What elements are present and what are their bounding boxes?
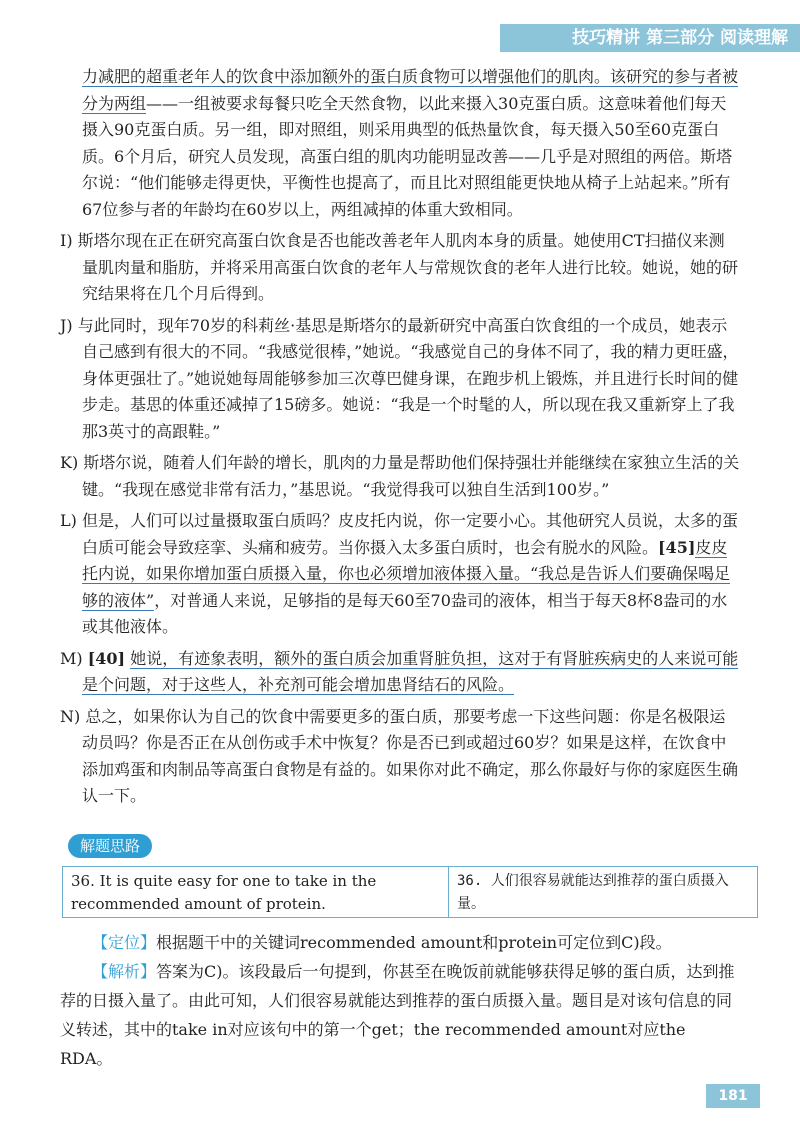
question-tag: [45] <box>658 537 696 557</box>
paragraph-h-continued <box>60 64 740 223</box>
underlined-sentence: 力减肥的超重老年人的饮食中添加额外的蛋白质食物可以增强他们的肌肉。 <box>82 67 611 86</box>
underlined-sentence: 皮皮托内说，如果你增加蛋白质摄入量，你也必须增加液体摄入量。“我总是告诉人们要确保喝足够的液体” <box>82 537 731 610</box>
paragraph-text: L) 但是，人们可以过量摄取蛋白质吗？皮皮托内说，你一定要小心。其他研究人员说，太多的蛋白质可能会导致痉挛、头痛和疲劳。当你摄入太多蛋白质时，也会有脱水的风险。 <box>60 511 738 557</box>
paragraph-l <box>60 508 740 641</box>
underlined-sentence: 该研究的参与者被分为两组 <box>82 67 739 113</box>
analysis-block <box>60 928 740 1073</box>
page-number: 181 <box>706 1084 760 1108</box>
table-cell-chinese: 36. 人们很容易就能达到推荐的蛋白质摄入量。 <box>457 873 729 912</box>
paragraph-n: N) 总之，如果你认为自己的饮食中需要更多的蛋白质，那要考虑一下这些问题：你是名极限运动员吗？你是否正在从创伤或手术中恢复？你是否已到或超过60岁？如果是这样，在饮食中添加鸡蛋和肉制品等高蛋白食物是有益的。如果你对此不确定，那么你最好与你的家庭医生确认一下。 <box>60 706 739 805</box>
underlined-sentence: 她说，有迹象表明，额外的蛋白质会加重肾脏负担，这对于有肾脏疾病史的人来说可能是个问题，对于这些人，补充剂可能会增加患肾结石的风险。 <box>82 648 739 694</box>
paragraph-k: K) 斯塔尔说，随着人们年龄的增长，肌肉的力量是帮助他们保持强壮并能继续在家独立生活的关键。“我现在感觉非常有活力，”基思说。“我觉得我可以独自生活到100岁。” <box>60 453 740 499</box>
header-bar <box>500 24 800 52</box>
analysis-location <box>60 928 740 957</box>
paragraph-j: J) 与此同时，现年70岁的科莉丝·基思是斯塔尔的最新研究中高蛋白饮食组的一个成员，她表示自己感到有很大的不同。“我感觉很棒，”她说。“我感觉自己的身体不同了，我的精力更旺盛，身体更强壮了。”她说她每周能够参加三次尊巴健身课，在跑步机上锻炼，并且进行长时间的健步走。基思的体重还减掉了15磅多。她说：“我是一个时髦的人，所以现在我又重新穿上了我那3英寸的高跟鞋。” <box>60 315 739 441</box>
section-label: 解题思路 <box>68 834 152 858</box>
analysis-explanation <box>60 957 740 1073</box>
comparison-table <box>62 866 758 918</box>
paragraph-i: I) 斯塔尔现在正在研究高蛋白饮食是否也能改善老年人肌肉本身的质量。她使用CT扫描仪来测量肌肉量和脂肪，并将采用高蛋白饮食的老年人与常规饮食的老年人进行比较。她说，她的研究结果将在几个月后得到。 <box>60 231 739 303</box>
header-title: 技巧精讲 第三部分 阅读理解 <box>572 28 788 48</box>
location-text: 根据题干中的关键词recommended amount和protein可定位到C)段。 <box>156 933 672 952</box>
table-cell-english: 36. It is quite easy for one to take in the recommended amount of protein. <box>63 867 449 917</box>
paragraph-text: M) <box>60 648 88 668</box>
location-tag: 【定位】 <box>92 933 157 952</box>
analysis-tag: 【解析】 <box>92 962 157 981</box>
paragraph-text: ——一组被要求每餐只吃全天然食物，以此来摄入30克蛋白质。这意味着他们每天摄入90克蛋白质。另一组，即对照组，则采用典型的低热量饮食，每天摄入50至60克蛋白质。6个月后，研究人员发现，高蛋白组的肌肉功能明显改善——几乎是对照组的两倍。斯塔尔说：“他们能够走得更快，平衡性也提高了，而且比对照组能更快地从椅子上站起来。”所有67位参与者的年龄均在60岁以上，两组减掉的体重大致相同。 <box>82 93 733 219</box>
analysis-text: 答案为C)。该段最后一句提到，你甚至在晚饭前就能够获得足够的蛋白质，达到推荐的日摄入量了。由此可知，人们很容易就能达到推荐的蛋白质摄入量。题目是对该句信息的同义转述，其中的take in对应该句中的第一个get；the recommended amount对应the RDA。 <box>60 962 735 1068</box>
question-tag: [40] <box>87 648 126 668</box>
paragraph-text: ，对普通人来说，足够指的是每天60至70盎司的液体，相当于每天8杯8盎司的水或其他液体。 <box>82 590 728 636</box>
paragraph-m <box>60 646 740 699</box>
article-body <box>60 64 740 815</box>
